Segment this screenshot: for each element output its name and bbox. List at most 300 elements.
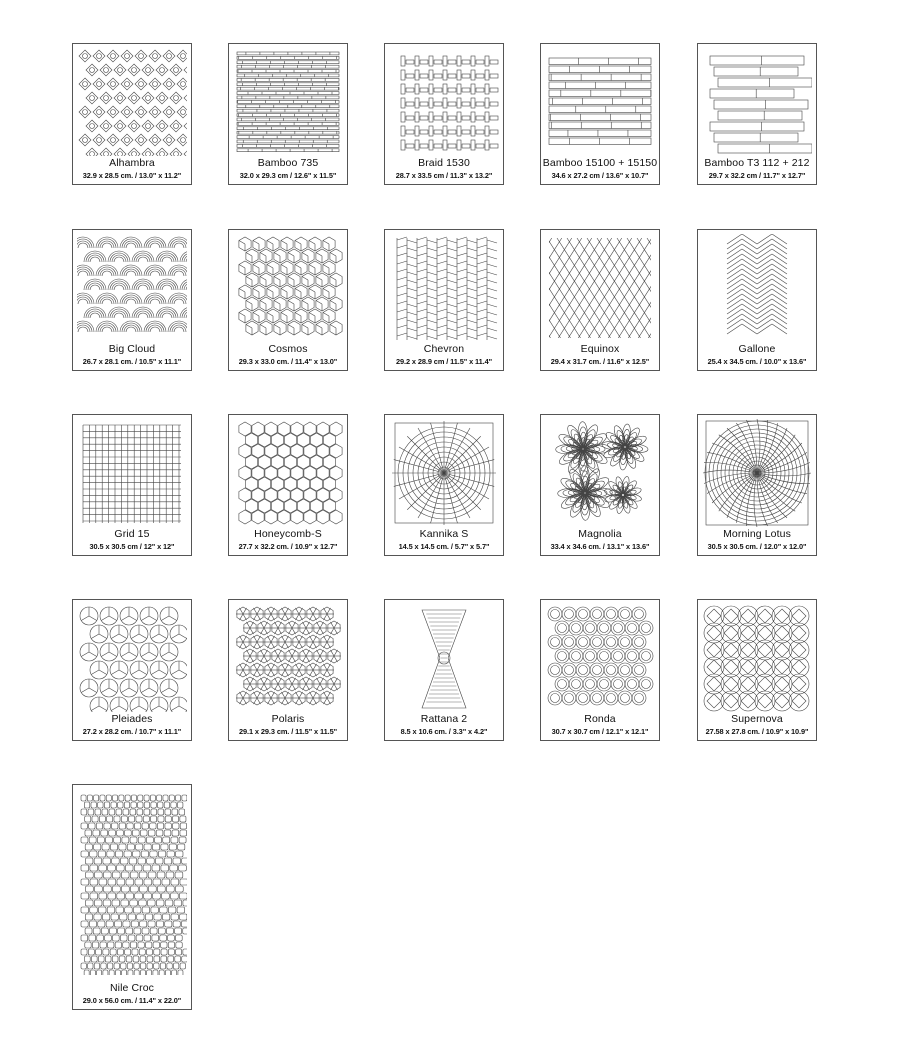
tile-card-chevron[interactable]	[384, 229, 504, 371]
pattern-stroke	[579, 610, 588, 619]
pattern-stroke	[427, 240, 437, 243]
pattern-stroke	[485, 84, 489, 94]
pattern-stroke	[132, 68, 137, 73]
pattern-stroke	[330, 325, 336, 329]
pattern-stroke	[268, 692, 272, 698]
tile-card-morning-lotus[interactable]	[697, 414, 817, 556]
pattern-stroke	[96, 265, 118, 276]
pattern-stroke	[757, 309, 772, 319]
pattern-stroke	[431, 473, 444, 523]
pattern-stroke	[742, 289, 757, 299]
pattern-stroke	[237, 127, 339, 130]
pattern-stroke	[130, 886, 138, 892]
pattern-stroke	[285, 636, 289, 642]
pattern-stroke	[397, 293, 407, 296]
pattern-stroke	[310, 664, 314, 670]
pattern-stroke	[278, 422, 290, 436]
pattern-stroke	[178, 844, 185, 850]
pattern-stroke	[611, 677, 625, 691]
pattern-stroke	[742, 309, 757, 319]
pattern-stroke	[772, 249, 787, 259]
pattern-stroke	[548, 607, 562, 621]
pattern-stroke	[635, 610, 644, 619]
pattern-stroke	[161, 949, 167, 955]
pattern-stroke	[448, 130, 456, 134]
pattern-stroke	[120, 265, 142, 276]
pattern-stroke	[237, 100, 339, 103]
pattern-stroke	[317, 678, 321, 684]
pattern-stroke	[239, 510, 251, 524]
pattern-stroke	[171, 670, 179, 675]
pattern-stroke	[153, 893, 161, 899]
pattern-stroke	[317, 656, 321, 662]
pattern-stroke	[394, 460, 444, 473]
pattern-stroke	[100, 795, 105, 801]
pattern-stroke	[278, 678, 282, 684]
pattern-stroke	[467, 240, 477, 243]
pattern-stroke	[265, 488, 277, 502]
pattern-stroke	[330, 510, 342, 524]
pattern-stroke	[447, 248, 457, 251]
pattern-stroke	[99, 893, 107, 899]
pattern-stroke	[579, 666, 588, 675]
pattern-stroke	[576, 607, 590, 621]
pattern-stroke	[551, 694, 560, 703]
pattern-stroke	[406, 116, 414, 120]
pattern-stroke	[448, 116, 456, 120]
pattern-stroke	[107, 907, 115, 913]
pattern-stroke	[291, 444, 303, 458]
pattern-stroke	[757, 284, 772, 294]
pattern-stroke	[485, 140, 489, 150]
pattern-stroke	[139, 900, 147, 906]
pattern-stroke	[159, 634, 167, 639]
pattern-stroke	[129, 616, 137, 621]
pattern-stroke	[101, 963, 106, 969]
pattern-stroke	[457, 70, 461, 80]
pattern-stroke	[772, 264, 787, 274]
pattern-stroke	[572, 624, 581, 633]
pattern-stroke	[240, 698, 244, 704]
pattern-stroke	[275, 628, 279, 634]
pattern-stroke	[549, 114, 651, 121]
pattern-stroke	[132, 251, 154, 262]
tile-card-kannika-s[interactable]	[384, 414, 504, 556]
pattern-stroke	[159, 670, 167, 675]
pattern-stroke	[94, 872, 102, 878]
pattern-stroke	[758, 660, 772, 674]
pattern-stroke	[757, 324, 772, 334]
pattern-stroke	[724, 694, 738, 708]
tile-card-pleiades[interactable]	[72, 599, 192, 741]
pattern-stroke	[104, 124, 109, 129]
pattern-stroke	[114, 92, 126, 104]
pattern-stroke	[443, 98, 447, 108]
pattern-stroke	[110, 281, 128, 290]
pattern-stroke	[111, 670, 119, 675]
tile-card-ronda[interactable]	[540, 599, 660, 741]
pattern-stroke	[121, 616, 129, 621]
pattern-stroke	[775, 677, 789, 691]
tile-card-alhambra[interactable]	[72, 43, 192, 185]
pattern-stroke	[147, 956, 153, 962]
pattern-stroke	[406, 130, 414, 134]
pattern-stroke	[112, 900, 120, 906]
pattern-stroke	[174, 68, 179, 73]
pattern-stroke	[132, 124, 137, 129]
pattern-stroke	[148, 830, 155, 836]
pattern-stroke	[572, 680, 581, 689]
pattern-stroke	[93, 106, 105, 118]
pattern-stroke	[174, 271, 184, 276]
pattern-stroke	[278, 488, 290, 502]
pattern-stroke	[122, 970, 127, 975]
pattern-stroke	[288, 301, 294, 305]
pattern-stroke	[77, 237, 94, 248]
pattern-stroke	[310, 433, 322, 447]
pattern-stroke	[85, 914, 92, 920]
pattern-stroke	[133, 851, 140, 857]
pattern-stroke	[562, 607, 576, 621]
pattern-stroke	[586, 652, 595, 661]
pattern-stroke	[253, 241, 259, 245]
pattern-stroke	[590, 635, 604, 649]
pattern-stroke	[607, 238, 655, 340]
pattern-stroke	[317, 422, 329, 436]
tile-card-honeycomb-s[interactable]	[228, 414, 348, 556]
pattern-stroke	[772, 279, 787, 289]
pattern-stroke	[710, 122, 804, 131]
pattern-stroke	[136, 816, 142, 822]
pattern-stroke	[757, 234, 772, 244]
pattern-stroke	[549, 122, 651, 129]
tile-card-grid-15[interactable]	[72, 414, 192, 556]
pattern-stroke	[169, 688, 177, 693]
pattern-stroke	[476, 116, 484, 120]
tile-card-polaris[interactable]	[228, 599, 348, 741]
pattern-stroke	[757, 269, 772, 279]
pattern-stroke	[161, 652, 169, 657]
pattern-stroke	[288, 277, 294, 281]
pattern-stroke	[247, 622, 251, 628]
pattern-stroke	[243, 670, 247, 676]
pattern-stroke	[295, 289, 301, 293]
pattern-stroke	[282, 608, 286, 614]
pattern-stroke	[775, 643, 789, 657]
pattern-stroke	[139, 886, 147, 892]
pattern-stroke	[84, 802, 89, 808]
tile-dimensions: 27.7 x 32.2 cm. / 10.9" x 12.7"	[238, 542, 338, 551]
pattern-stroke	[330, 301, 336, 305]
pattern-stroke	[131, 706, 139, 711]
pattern-stroke	[122, 295, 140, 304]
pattern-stroke	[120, 914, 127, 920]
pattern-stroke	[317, 488, 329, 502]
pattern-stroke	[313, 698, 317, 704]
pattern-stroke	[324, 664, 328, 670]
pattern-stroke	[111, 914, 118, 920]
pattern-stroke	[477, 317, 487, 320]
pattern-stroke	[642, 680, 651, 689]
pattern-stroke	[126, 243, 136, 248]
tile-card-nile-croc[interactable]	[72, 784, 192, 1010]
pattern-stroke	[90, 96, 95, 101]
pattern-stroke	[317, 684, 321, 690]
pattern-stroke	[417, 317, 427, 320]
nile-croc-pattern-image	[77, 789, 187, 975]
pattern-stroke	[291, 466, 303, 480]
pattern-stroke	[98, 295, 116, 304]
pattern-stroke	[289, 678, 293, 684]
pattern-stroke	[545, 238, 602, 340]
tile-card-bamboo-735[interactable]	[228, 43, 348, 185]
pattern-stroke	[772, 234, 787, 244]
pattern-stroke	[240, 636, 244, 642]
pattern-stroke	[102, 809, 108, 815]
pattern-stroke	[487, 304, 497, 307]
pattern-stroke	[427, 256, 437, 259]
pattern-stroke	[583, 677, 597, 691]
pattern-stroke	[477, 277, 487, 280]
pattern-stroke	[129, 816, 135, 822]
pattern-stroke	[124, 851, 131, 857]
pattern-stroke	[284, 477, 296, 491]
pattern-stroke	[181, 82, 186, 87]
pattern-stroke	[113, 935, 120, 941]
pattern-stroke	[614, 652, 623, 661]
pattern-stroke	[604, 607, 618, 621]
pattern-stroke	[476, 60, 484, 64]
pattern-stroke	[109, 652, 117, 657]
pattern-stroke	[724, 677, 738, 691]
pattern-stroke	[111, 110, 116, 115]
pattern-stroke	[246, 325, 252, 329]
pattern-stroke	[81, 809, 87, 815]
tile-card-cosmos[interactable]	[228, 229, 348, 371]
pattern-stroke	[316, 253, 322, 257]
pattern-stroke	[327, 664, 331, 670]
tile-card-big-cloud[interactable]	[72, 229, 192, 371]
alhambra-pattern-image	[77, 48, 187, 156]
pattern-stroke	[126, 327, 136, 332]
pattern-stroke	[457, 84, 461, 94]
pattern-stroke	[437, 269, 447, 272]
pattern-stroke	[635, 666, 644, 675]
pattern-stroke	[330, 466, 342, 480]
pattern-stroke	[81, 652, 89, 657]
tile-card-braid-1530[interactable]	[384, 43, 504, 185]
pattern-stroke	[247, 656, 251, 662]
pattern-stroke	[78, 243, 88, 248]
tile-card-magnolia[interactable]	[540, 414, 660, 556]
pattern-stroke	[427, 280, 437, 283]
pattern-stroke	[138, 837, 145, 843]
pattern-stroke	[139, 670, 147, 675]
pattern-stroke	[101, 688, 109, 693]
pattern-stroke	[772, 294, 787, 304]
pattern-stroke	[144, 809, 150, 815]
pattern-stroke	[285, 642, 289, 648]
pattern-stroke	[150, 299, 160, 304]
pattern-stroke	[240, 608, 244, 614]
pattern-stroke	[282, 670, 286, 676]
pattern-stroke	[317, 650, 321, 656]
pattern-stroke	[176, 935, 183, 941]
pattern-stroke	[180, 879, 187, 885]
pattern-stroke	[159, 706, 167, 711]
pattern-stroke	[107, 134, 119, 146]
tile-name: Equinox	[580, 343, 620, 355]
pattern-stroke	[462, 88, 470, 92]
pattern-stroke	[179, 865, 187, 871]
tile-card-equinox[interactable]	[540, 229, 660, 371]
pattern-stroke	[296, 642, 300, 648]
pattern-stroke	[150, 851, 157, 857]
tile-card-gallone[interactable]	[697, 229, 817, 371]
pattern-stroke	[407, 288, 417, 291]
pattern-stroke	[758, 626, 772, 640]
pattern-stroke	[397, 325, 407, 328]
tile-name: Nile Croc	[109, 982, 155, 994]
pattern-stroke	[156, 921, 163, 927]
pattern-stroke	[555, 649, 569, 663]
pattern-stroke	[718, 78, 812, 87]
pattern-stroke	[334, 656, 338, 662]
pattern-stroke	[772, 259, 787, 269]
pattern-stroke	[323, 265, 329, 269]
pattern-stroke	[149, 688, 157, 693]
pattern-stroke	[154, 963, 159, 969]
pattern-stroke	[427, 336, 437, 339]
pattern-stroke	[471, 98, 475, 108]
tile-dimensions: 26.7 x 28.1 cm. / 10.5" x 11.1"	[82, 357, 182, 366]
pattern-stroke	[627, 238, 655, 340]
pattern-stroke	[138, 802, 143, 808]
pattern-stroke	[310, 642, 314, 648]
pattern-stroke	[260, 301, 266, 305]
pattern-stroke	[153, 942, 159, 948]
pattern-stroke	[144, 893, 152, 899]
pattern-stroke	[119, 956, 125, 962]
pattern-stroke	[562, 635, 576, 649]
pattern-stroke	[407, 296, 417, 299]
pattern-stroke	[271, 670, 275, 676]
pattern-stroke	[487, 240, 497, 243]
tile-card-bamboo-15100-15150[interactable]	[540, 43, 660, 185]
pattern-stroke	[467, 336, 477, 339]
pattern-stroke	[254, 692, 258, 698]
tile-card-rattana-2[interactable]	[384, 599, 504, 741]
pattern-stroke	[83, 82, 88, 87]
pattern-stroke	[173, 816, 179, 822]
pattern-stroke	[250, 622, 254, 628]
pattern-stroke	[90, 285, 100, 290]
pattern-stroke	[597, 677, 611, 691]
pattern-stroke	[406, 144, 414, 148]
pattern-stroke	[161, 865, 169, 871]
pattern-stroke	[136, 844, 143, 850]
pattern-stroke	[443, 140, 447, 150]
pattern-stroke	[772, 309, 787, 319]
pattern-stroke	[407, 328, 417, 331]
pattern-stroke	[597, 649, 611, 663]
pattern-stroke	[129, 858, 137, 864]
pattern-stroke	[237, 65, 339, 68]
pattern-stroke	[628, 680, 637, 689]
pattern-stroke	[81, 893, 89, 899]
pattern-stroke	[757, 289, 772, 299]
pattern-stroke	[271, 614, 275, 620]
pattern-stroke	[138, 257, 148, 262]
pattern-stroke	[94, 900, 102, 906]
pattern-stroke	[160, 935, 167, 941]
pattern-stroke	[323, 455, 335, 469]
pattern-stroke	[278, 444, 290, 458]
pattern-stroke	[258, 499, 270, 513]
pattern-stroke	[86, 148, 98, 156]
pattern-stroke	[79, 106, 91, 118]
pattern-stroke	[171, 802, 176, 808]
pattern-stroke	[90, 257, 100, 262]
pattern-stroke	[467, 280, 477, 283]
pattern-stroke	[144, 237, 166, 248]
pattern-stroke	[590, 607, 604, 621]
pattern-stroke	[162, 257, 172, 262]
pattern-stroke	[83, 138, 88, 143]
pattern-stroke	[149, 134, 161, 146]
pattern-stroke	[313, 608, 317, 614]
pattern-stroke	[632, 663, 646, 677]
pattern-stroke	[104, 802, 109, 808]
pattern-stroke	[135, 78, 147, 90]
pattern-stroke	[607, 666, 616, 675]
pattern-stroke	[86, 309, 104, 318]
pattern-stroke	[109, 830, 116, 836]
pattern-stroke	[576, 691, 590, 705]
pattern-stroke	[130, 809, 136, 815]
pattern-stroke	[545, 238, 572, 340]
pattern-stroke	[757, 314, 772, 324]
pattern-stroke	[254, 670, 258, 676]
pattern-stroke	[180, 816, 186, 822]
pattern-stroke	[309, 241, 315, 245]
pattern-stroke	[254, 642, 258, 648]
tile-card-bamboo-t3[interactable]	[697, 43, 817, 185]
pattern-stroke	[168, 956, 174, 962]
pattern-stroke	[628, 624, 637, 633]
pattern-stroke	[135, 879, 143, 885]
pattern-stroke	[150, 795, 155, 801]
pattern-stroke	[618, 635, 632, 649]
pattern-stroke	[254, 636, 258, 642]
pattern-stroke	[112, 858, 120, 864]
pattern-stroke	[727, 279, 742, 289]
pattern-stroke	[156, 120, 168, 132]
pattern-stroke	[334, 684, 338, 690]
morning-lotus-pattern-image	[702, 419, 812, 527]
pattern-stroke	[96, 237, 118, 248]
tile-dimensions: 25.4 x 34.5 cm. / 10.0" x 13.6"	[707, 357, 807, 366]
pattern-stroke	[477, 237, 487, 240]
pattern-stroke	[593, 694, 602, 703]
pattern-stroke	[772, 254, 787, 264]
pattern-stroke	[109, 970, 114, 975]
tile-card-supernova[interactable]	[697, 599, 817, 741]
pattern-stroke	[135, 106, 147, 118]
pattern-stroke	[106, 921, 113, 927]
pattern-stroke	[245, 433, 257, 447]
pattern-stroke	[427, 248, 437, 251]
